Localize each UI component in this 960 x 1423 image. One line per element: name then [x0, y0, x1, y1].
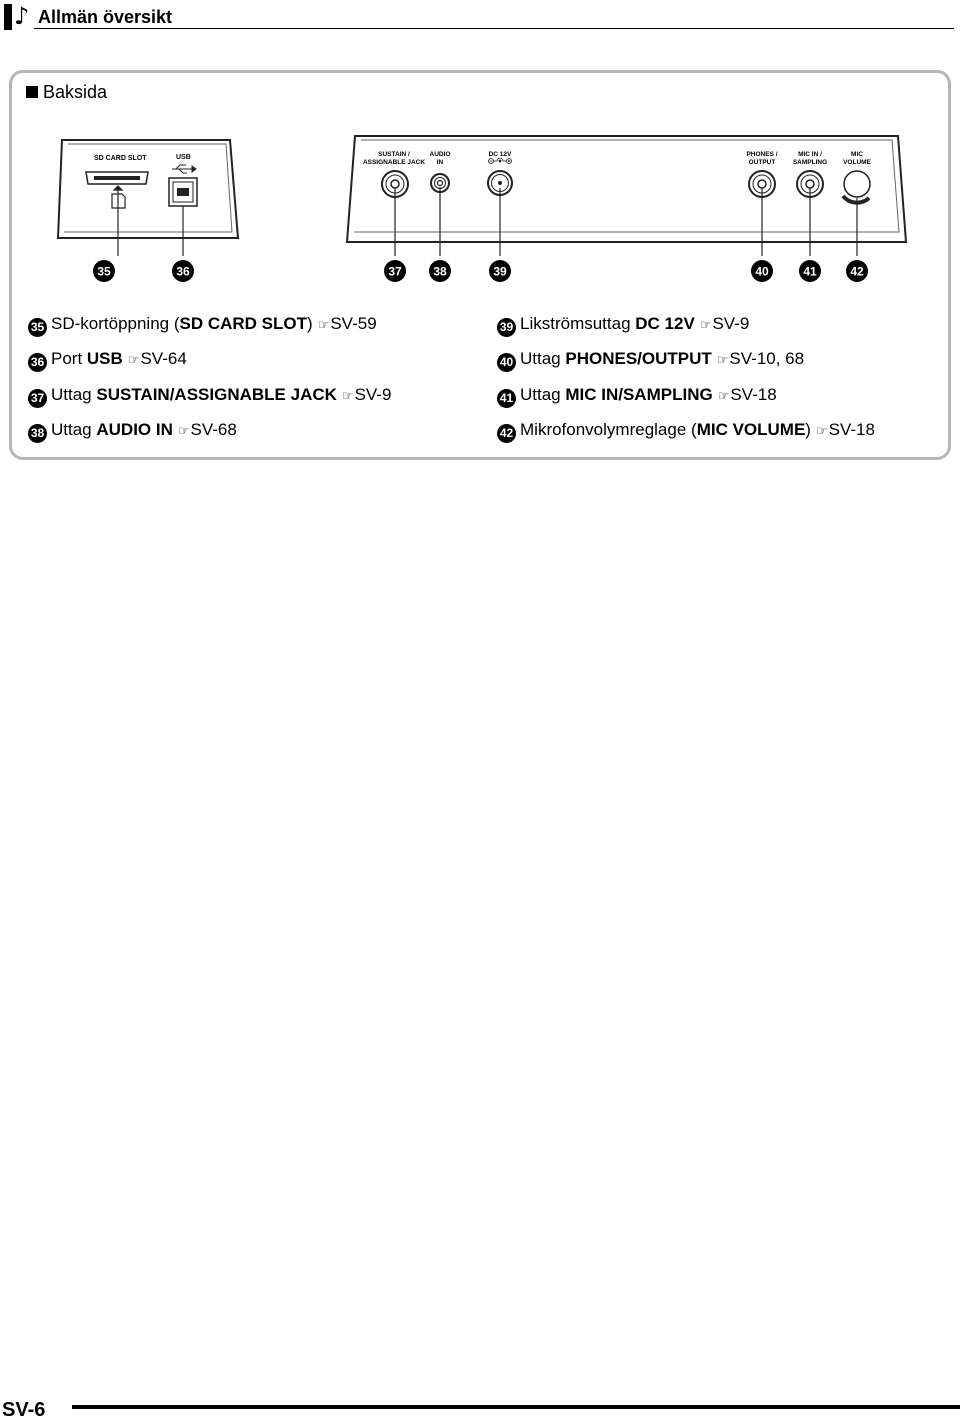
legend-bold-text: USB [86, 349, 123, 368]
page-reference-link[interactable]: SV-68 [190, 420, 237, 439]
label-audio-2: IN [436, 159, 444, 166]
legend-text-after: ) [805, 420, 811, 439]
legend-number: 42 [497, 424, 516, 443]
pointing-hand-icon: ☞ [717, 389, 730, 404]
pointing-hand-icon: ☞ [815, 424, 828, 439]
label-mic-in-1: MIC IN / [798, 151, 822, 158]
legend-text: Uttag [520, 349, 566, 368]
pointing-hand-icon: ☞ [699, 318, 712, 333]
legend-text: Uttag [51, 385, 97, 404]
legend-item-40 [497, 349, 804, 372]
label-mic-vol-2: VOLUME [843, 159, 871, 166]
legend-bold-text: AUDIO IN [96, 420, 173, 439]
page-reference-link[interactable]: SV-64 [140, 349, 187, 368]
sd-card-slot-shape [86, 172, 148, 184]
pointing-hand-icon: ☞ [716, 353, 729, 368]
usb-symbol-icon [172, 165, 196, 173]
legend-bold-text: DC 12V [635, 314, 695, 333]
label-sustain-1: SUSTAIN / [378, 151, 410, 158]
legend-item-39 [497, 314, 749, 337]
callout-41 [799, 260, 821, 282]
legend-item-35 [28, 314, 377, 337]
legend-number: 40 [497, 353, 516, 372]
legend-bold-text: MIC VOLUME [696, 420, 806, 439]
callout-38-label: 38 [433, 264, 447, 279]
page-reference-link[interactable]: SV-9 [712, 314, 750, 333]
label-audio-1: AUDIO [429, 151, 451, 158]
callout-42 [846, 260, 868, 282]
label-dc: DC 12V [488, 151, 512, 158]
legend-number: 37 [28, 389, 47, 408]
legend-text: SD-kortöppning ( [51, 314, 180, 333]
label-usb: USB [176, 154, 191, 161]
page-reference-link[interactable]: SV-9 [354, 385, 392, 404]
callout-36 [172, 260, 194, 282]
callout-37-label: 37 [388, 264, 402, 279]
label-sd-card-slot: SD CARD SLOT [94, 155, 147, 162]
mic-volume-knob-shape [843, 171, 870, 203]
callout-38 [429, 260, 451, 282]
label-mic-vol-1: MIC [851, 151, 863, 158]
label-sustain-2: ASSIGNABLE JACK [362, 159, 426, 166]
legend-item-37 [28, 385, 391, 408]
eighth-note-icon: ♪ [14, 2, 30, 30]
legend-number: 38 [28, 424, 47, 443]
label-phones-2: OUTPUT [748, 159, 776, 166]
pointing-hand-icon: ☞ [317, 318, 330, 333]
rear-panel-diagram [0, 0, 960, 300]
usb-port-shape [169, 178, 197, 206]
page-reference-link[interactable]: SV-10, 68 [729, 349, 805, 368]
legend-number: 39 [497, 318, 516, 337]
legend-text-after: ) [307, 314, 313, 333]
callout-42-label: 42 [850, 264, 864, 279]
page-title: Allmän översikt [38, 7, 173, 27]
label-phones-1: PHONES / [746, 151, 778, 158]
section-title: Baksida [43, 82, 108, 102]
pointing-hand-icon: ☞ [341, 389, 354, 404]
legend-bold-text: PHONES/OUTPUT [565, 349, 712, 368]
dc-polarity-icon [489, 158, 512, 164]
label-mic-in-2: SAMPLING [792, 159, 828, 166]
legend-item-42 [497, 420, 875, 443]
legend-number: 35 [28, 318, 47, 337]
legend-bold-text: SD CARD SLOT [179, 314, 308, 333]
legend-item-38 [28, 420, 237, 443]
pointing-hand-icon: ☞ [127, 353, 140, 368]
callout-41-label: 41 [803, 264, 817, 279]
legend-number: 36 [28, 353, 47, 372]
pointing-hand-icon: ☞ [177, 424, 190, 439]
legend-bold-text: MIC IN/SAMPLING [565, 385, 713, 404]
left-panel-outline [58, 140, 238, 238]
callout-36-label: 36 [176, 264, 190, 279]
legend-text: Port [51, 349, 87, 368]
legend-text: Uttag [51, 420, 97, 439]
callout-40 [751, 260, 773, 282]
legend-text: Uttag [520, 385, 566, 404]
page-reference-link[interactable]: SV-59 [330, 314, 377, 333]
legend-bold-text: SUSTAIN/ASSIGNABLE JACK [96, 385, 337, 404]
page-reference-link[interactable]: SV-18 [730, 385, 777, 404]
footer-rule [72, 1405, 960, 1409]
legend-text: Mikrofonvolymreglage ( [520, 420, 697, 439]
callout-39-label: 39 [493, 264, 507, 279]
callout-39 [489, 260, 511, 282]
legend-item-36 [28, 349, 187, 372]
page-reference-link[interactable]: SV-18 [828, 420, 875, 439]
leader-lines [118, 187, 857, 256]
legend-item-41 [497, 385, 777, 408]
callout-35-label: 35 [97, 264, 111, 279]
legend-number: 41 [497, 389, 516, 408]
page-number: SV-6 [2, 1399, 46, 1421]
legend-text: Likströmsuttag [520, 314, 636, 333]
callout-37 [384, 260, 406, 282]
left-panel-inner [64, 144, 232, 232]
callout-40-label: 40 [755, 264, 769, 279]
callout-35 [93, 260, 115, 282]
